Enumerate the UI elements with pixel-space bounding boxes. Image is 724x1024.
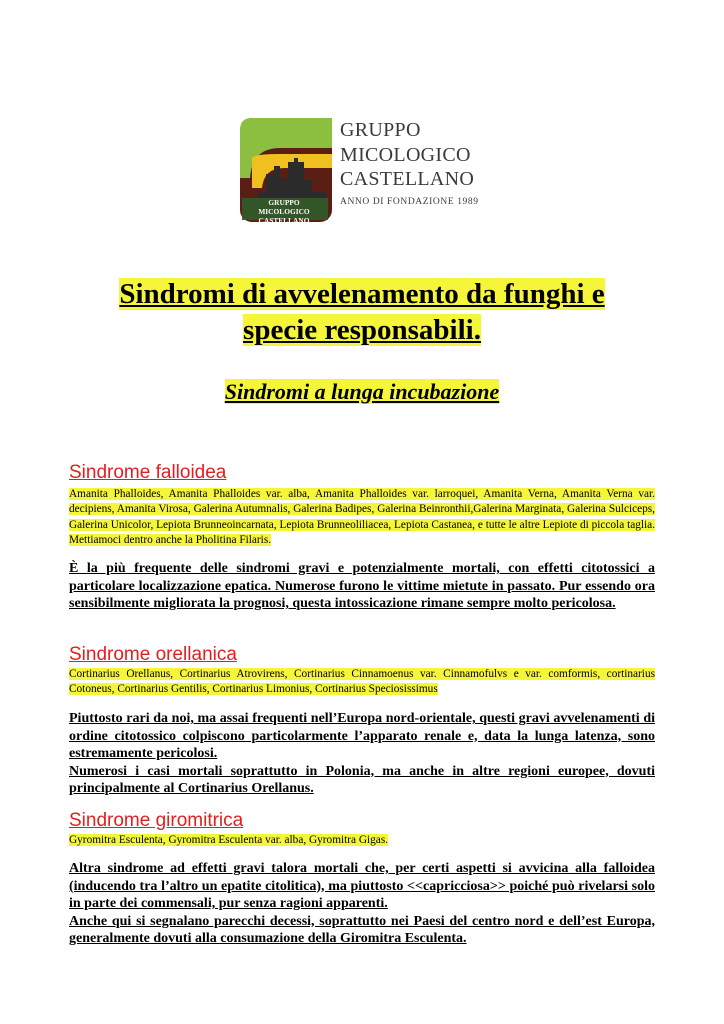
paragraph: Altra sindrome ad effetti gravi talora mortali che, per certi aspetti si avvicina alla falloidea (inducendo tra l’altro un epatite citolitica), ma piuttosto <<capricciosa>> poiché può rivelarsi solo in parte dei commensali, pur senza ragioni apparenti. [69,861,655,911]
logo-text [340,118,479,207]
species-list-falloidea: Amanita Phalloides, Amanita Phalloides var. alba, Amanita Phalloides var. larroquei, Amanita Verna, Amanita Verna var. decipiens, Amanita Virosa, Galerina Autumnalis, Galerina Badipes, Galerina Beinronthii,Galerina Marginata, Galerina Sulciceps, Galerina Unicolor, Lepiota Brunneoincarnata, Lepiota Brunneoliliacea, Lepiota Castanea, e tutte le altre Lepiote di piccola taglia. Mettiamoci dentro anche la Pholitina Filaris. [69,488,655,546]
title-line-1: Sindromi di avvelenamento da funghi e [119,278,605,310]
logo-line-3: CASTELLANO [340,168,475,190]
section-heading-orellanica: Sindrome orellanica [69,644,237,665]
page-title [80,276,644,348]
logo [240,118,490,230]
section-heading-falloidea: Sindrome falloidea [69,462,227,483]
section-text-falloidea [69,560,655,613]
species-list-giromitrica: Gyromitra Esculenta, Gyromitra Esculenta var. alba, Gyromitra Gigas. [69,834,389,846]
paragraph: Piuttosto rari da noi, ma assai frequenti nell’Europa nord-orientale, questi gravi avvelenamenti di ordine citotossico colpiscono particolarmente l’apparato renale e, data la lunga latenza, sono estremamente pericolosi. [69,711,655,761]
logo-badge: GRUPPO MICOLOGICO CASTELLANO [258,198,310,225]
paragraph: Numerosi i casi mortali soprattutto in Polonia, ma anche in altre regioni europee, dovuti principalmente al Cortinarius Orellanus. [69,763,655,796]
page-subtitle: Sindromi a lunga incubazione [224,379,500,404]
logo-line-2: MICOLOGICO [340,143,471,166]
logo-subline: ANNO DI FONDAZIONE 1989 [340,196,479,207]
paragraph: Anche qui si segnalano parecchi decessi, soprattutto nei Paesi del centro nord e dell’est Europa, generalmente dovuti alla consumazione della Giromitra Esculenta. [69,913,655,946]
section-text-giromitrica [69,860,655,948]
logo-line-1: GRUPPO [340,119,421,141]
section-text-orellanica [69,710,655,798]
title-line-2: specie responsabili. [243,314,481,346]
species-list-orellanica: Cortinarius Orellanus, Cortinarius Atrovirens, Cortinarius Cinnamoenus var. Cinnamofulvs e var. comformis, cortinarius Cotoneus, Cortinarius Gentilis, Cortinarius Limonius, Cortinarius Speciosissimus [69,668,655,696]
section-heading-giromitrica: Sindrome giromitrica [69,810,244,831]
paragraph: È la più frequente delle sindromi gravi e potenzialmente mortali, con effetti citotossici a particolare localizzazione epatica. Numerose furono le vittime mietute in passato. Pur essendo ora sensibilmente migliorata la prognosi, questa intossicazione rimane sempre molto pericolosa. [69,561,655,611]
